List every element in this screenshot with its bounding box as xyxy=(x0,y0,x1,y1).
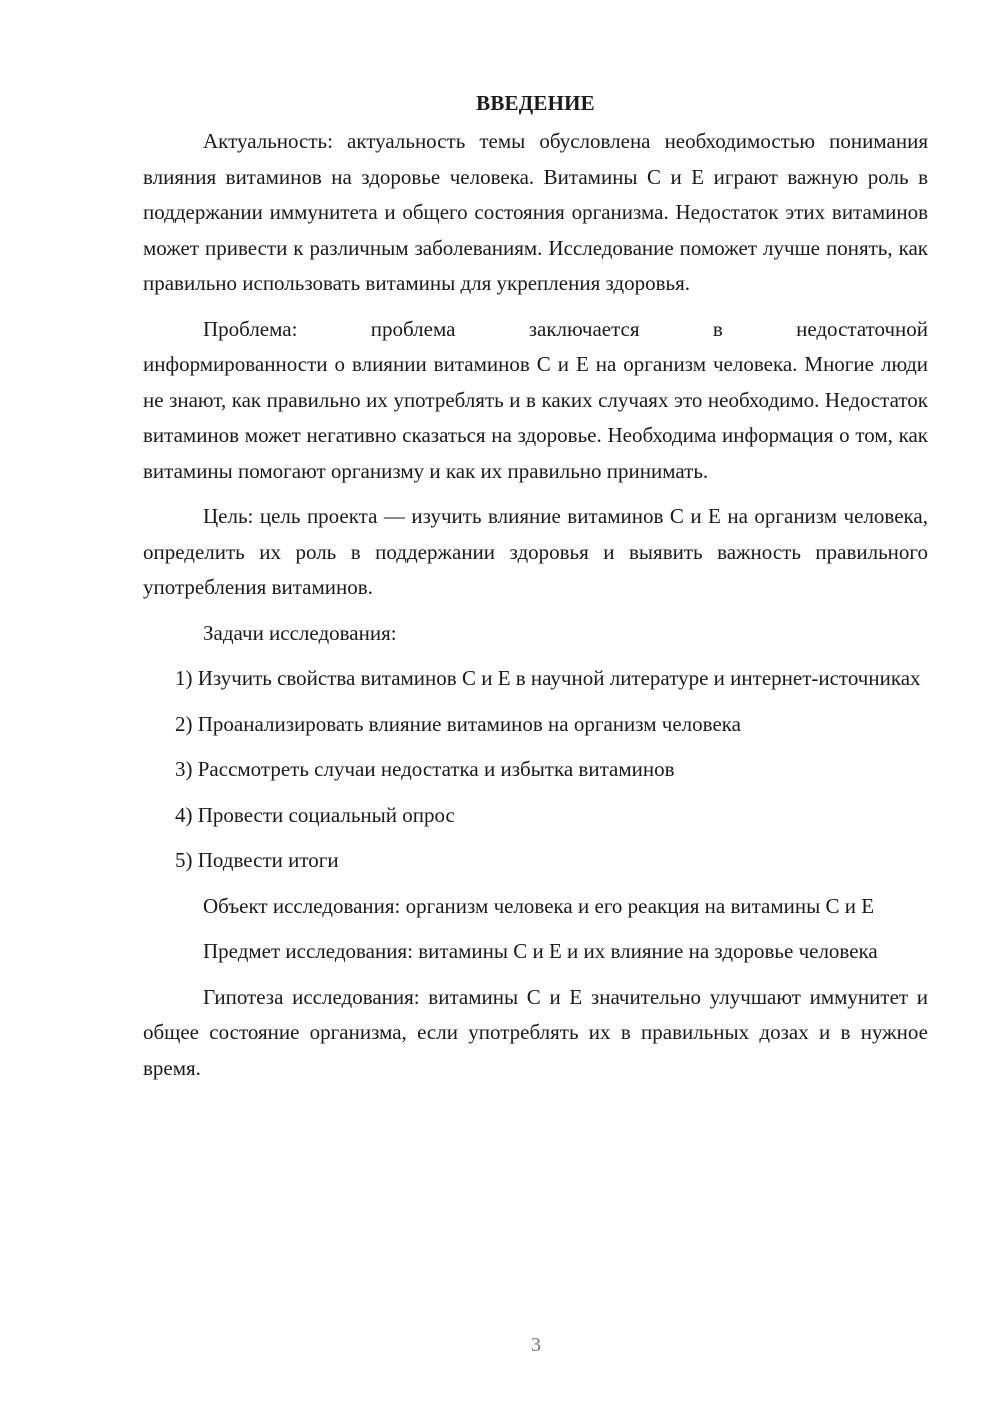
page-number: 3 xyxy=(531,1334,541,1356)
tasks-title: Задачи исследования: xyxy=(203,620,397,645)
document-page xyxy=(143,88,928,1096)
object-paragraph: Объект исследования: организм человека и его реакция на витамины С и Е xyxy=(203,893,875,918)
task-item-5: 5) Подвести итоги xyxy=(175,848,339,872)
problem-first-line: Проблема: проблема заключается в недостаточной xyxy=(203,316,928,341)
task-item-3: 3) Рассмотреть случаи недостатка и избытка витаминов xyxy=(175,757,675,781)
hypothesis-paragraph: Гипотеза исследования: витамины С и Е значительно улучшают иммунитет и общее состояние организма, если употреблять их в правильных дозах и в нужное время. xyxy=(143,984,928,1080)
subject-paragraph: Предмет исследования: витамины С и Е и их влияние на здоровье человека xyxy=(203,939,878,963)
goal-paragraph: Цель: цель проекта — изучить влияние витаминов С и Е на организм человека, определить их роль в поддержании здоровья и выявить важность правильного употребления витаминов. xyxy=(143,504,928,599)
problem-rest: информированности о влиянии витаминов С и Е на организм человека. Многие люди не знают, как правильно их употреблять и в каких случаях это необходимо. Недостаток витаминов может негативно сказаться на здоровье. Необходима информация о том, как витамины помогают организму и как их правильно принимать. xyxy=(143,352,928,483)
task-item-4: 4) Провести социальный опрос xyxy=(175,802,455,827)
relevance-paragraph: Актуальность: актуальность темы обусловлена необходимостью понимания влияния витаминов на здоровье человека. Витамины С и Е играют важную роль в поддержании иммунитета и общего состояния организма. Недостаток этих витаминов может привести к различным заболеваниям. Исследование поможет лучше понять, как правильно использовать витамины для укрепления здоровья. xyxy=(143,129,928,295)
problem-paragraph xyxy=(143,312,928,490)
page-title: ВВЕДЕНИЕ xyxy=(476,91,595,115)
task-item-1: 1) Изучить свойства витаминов С и Е в научной литературе и интернет-источниках xyxy=(175,666,921,690)
task-item-2: 2) Проанализировать влияние витаминов на организм человека xyxy=(175,711,741,736)
